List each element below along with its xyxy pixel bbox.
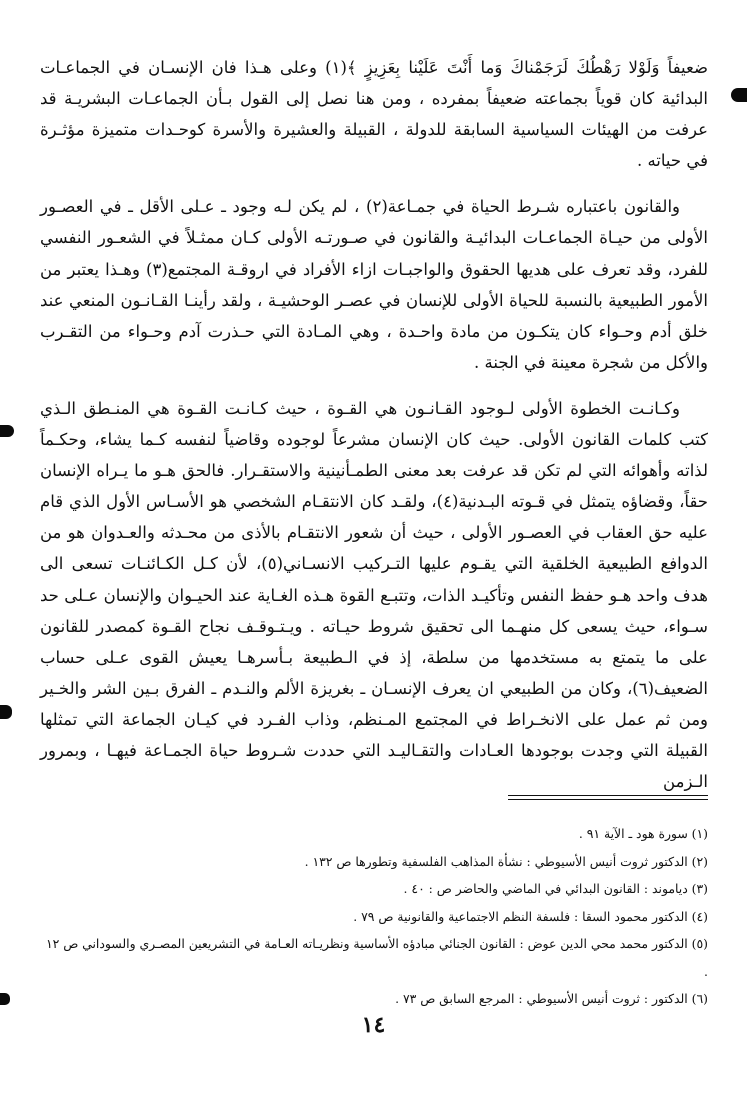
footnote: (٤) الدكتور محمود السقا : فلسفة النظم الاجتماعية والقانونية ص ٧٩ . <box>353 908 708 924</box>
main-text <box>40 52 708 812</box>
paragraph: والقانون باعتباره شـرط الحياة في جمـاعة(٢) ، لم يكن لـه وجود ـ عـلى الأقل ـ في العصـور الأولى من حيـاة الجماعـات البدائيـة والقانون في صـورتـه الأولى كـان ممثـلاً في الشعـور النفسي للفرد، وقد تعرف على هديها الحقوق والواجبـات ازاء الأفراد في اروقـة المجتمع(٣) وهـذا يعتبر من الأمور الطبيعية بالنسبة للحياة الأولى للإنسان في عصـر الوحشيـة ، ولقد رأينـا القـانـون المنعي عند خلق أدم وحـواء كان يتكـون من مادة واحـدة ، وهي المـادة التي حـذرت آدم وحـواء من التقـرب والأكل من شجرة معينة في الجنة . <box>40 197 708 372</box>
footnote-separator <box>508 795 708 796</box>
scan-edge-mark <box>0 425 14 437</box>
page-number: ١٤ <box>361 1012 386 1038</box>
footnote: (١) سورة هود ـ الآية ٩١ . <box>578 826 708 841</box>
scan-edge-mark <box>0 993 10 1005</box>
paragraph: ضعيفاً وَلَوْلا رَهْطُكَ لَرَجَمْناكَ وَما أَنْتَ عَلَيْنا بِعَزِيزٍ ﴾(١) وعلى هـذا فان الإنسـان في الجماعـات البدائية كان قوياً بجماعته ضعيفاً بمفرده ، ومن هنا نصل إلى القول بـأن الجماعـات البشريـة قد عرفت من الهيئات السياسية السابقة للدولة ، القبيلة والعشيرة والأسرة كوحـدات متميزة مؤثـرة في حياته . <box>40 58 708 171</box>
footnote: (٥) الدكتور محمد محي الدين عوض : القانون الجنائي مبادؤه الأساسية ونظريـاته العـامة في التشريعين المصـري والسوداني ص ١٢ . <box>45 936 708 979</box>
footnote: (٦) الدكتور : ثروت أنيس الأسيوطي : المرجع السابق ص ٧٣ . <box>395 991 708 1006</box>
footnote: (٢) الدكتور ثروت أنيس الأسيوطي : نشأة المذاهب الفلسفية وتطورها ص ١٣٢ . <box>304 853 708 869</box>
footnote: (٣) دياموند : القانون البدائي في الماضي والحاضر ص : ٤٠ . <box>403 881 708 896</box>
footnotes <box>40 820 708 1013</box>
scan-edge-mark <box>0 705 12 719</box>
paragraph: وكـانـت الخطوة الأولى لـوجود القـانـون هي القـوة ، حيث كـانـت القـوة هي المنـطق الـذي كتب كلمات القانون الأولى. حيث كان الإنسان مشرعاً لوجوده وقاضياً لنفسه كـما يشاء، وحكـماً لذاته وأهوائه التي لم تكن قد عرفت بعد معنى الطمـأنينية والاستقـرار. فالحق هـو ما يـراه الإنسان حقاً، وقضاؤه يتمثل في قـوته البـدنية(٤)، ولقـد كان الانتقـام الشخصي هو الأسـاس الأول الذي قام عليه حق العقاب في العصـور الأولى ، حيث أن شعور الانتقـام بالأذى من محـدثه والعـدوان هو من الدوافع الطبيعية الخلقية التي يقـوم عليها التـركيب الانسـاني(٥)، لأن كـل الكـائنـات تسعى الى هدف واحد هـو حفظ النفس وتأكيـد الذات، وتتبـع القوة هـذه الغـاية عند الحيـوان والإنسان عـلى حد سـواء، حيث يسعى كل منهـما الى تحقيق شروط حيـاته . ويـتـوقـف نجاح القـوة كمصدر للقانون على ما يتمتع به مستخدمها من سلطة، إذ في الـطبيعة بـأسرهـا يعيش القوى عـلى حساب الضعيف(٦)، وكان من الطبيعي ان يعرف الإنسـان ـ بغريزة الألم والنـدم ـ الفرق بـين الشر والخـير ومن ثم عمل على الانخـراط في المجتمع المـنظم، وذاب الفـرد في كيـان الجماعة التي تمثلها القبيلة التي وجدت بوجودها العـادات والتقـاليـد التي حددت شـروط حياة الجمـاعة فيهـا ، وبمرور الـزمن <box>40 398 708 792</box>
footnote-separator <box>508 799 708 800</box>
scan-edge-mark <box>731 88 747 102</box>
